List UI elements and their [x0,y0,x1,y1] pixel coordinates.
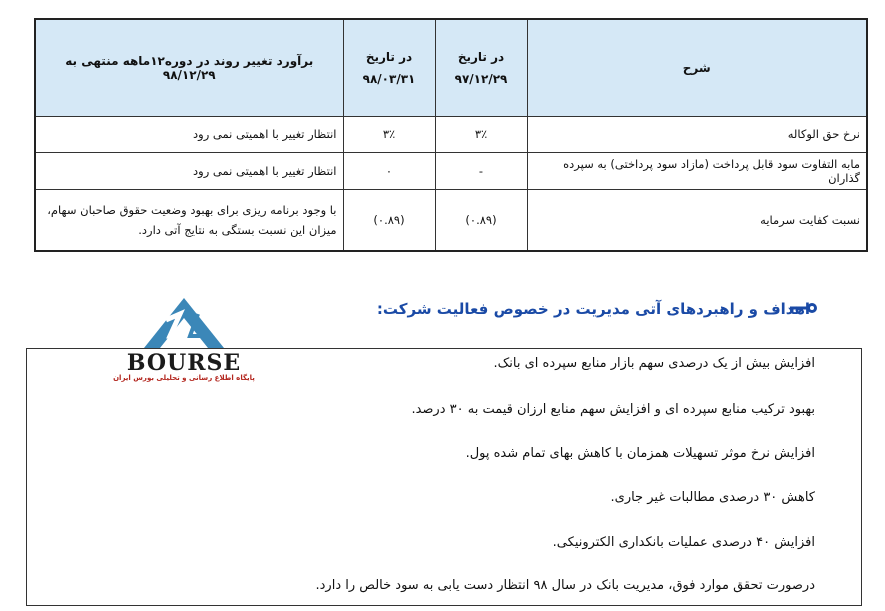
header-date-2 [343,19,435,116]
section-heading: اهداف و راهبردهای آتی مدیریت در خصوص فعالیت شرکت: [376,300,810,318]
goal-item: درصورت تحقق موارد فوق، مدیریت بانک در سال ۹۸ انتظار دست یابی به سود خالص را دارد. [315,578,815,593]
header-description: شرح [527,19,867,116]
header-date-1-label: در تاریخ [457,49,505,64]
row-value-2: ۳٪ [343,116,435,152]
header-forecast: برآورد تغییر روند در دوره۱۲ماهه منتهی به ۹۸/۱۲/۲۹ [35,19,343,116]
table-row [35,116,867,152]
row-forecast [35,189,343,251]
logo-triangle-icon [106,290,262,350]
row-value-2: (۰.۸۹) [343,189,435,251]
row-value-1: ۳٪ [435,116,527,152]
goal-item: افزایش ۴۰ درصدی عملیات بانکداری الکترونیکی. [552,535,815,550]
row-value-2: ۰ [343,153,435,189]
row-value-1: (۰.۸۹) [435,189,527,251]
header-date-2-value: ۹۸/۰۳/۳۱ [362,71,416,86]
row-forecast-line-1: با وجود برنامه ریزی برای بهبود وضعیت حقوق صاحبان سهام، [47,202,337,217]
table-row [35,153,867,189]
logo-subtitle: پایگاه اطلاع رسانی و تحلیلی بورس ایران [113,374,255,382]
row-description: مابه التفاوت سود قابل پرداخت (مازاد سود پرداختی) به سپرده گذاران [527,153,867,189]
row-value-1: - [435,153,527,189]
table-header-row [35,19,867,116]
header-date-1-value: ۹۷/۱۲/۲۹ [454,71,508,86]
header-date-1 [435,19,527,116]
goal-item: بهبود ترکیب منابع سپرده ای و افزایش سهم منابع ارزان قیمت به ۳۰ درصد. [411,402,815,417]
row-description: نسبت کفایت سرمایه [527,189,867,251]
goal-item: افزایش نرخ موثر تسهیلات همزمان با کاهش بهای تمام شده پول. [465,446,815,461]
goals-box [26,348,862,606]
goal-item: کاهش ۳۰ درصدی مطالبات غیر جاری. [610,490,815,505]
row-forecast: انتظار تغییر با اهمیتی نمی رود [35,116,343,152]
goal-item: افزایش بیش از یک درصدی سهم بازار منابع سپرده ای بانک. [493,356,815,371]
table-row [35,189,867,251]
row-description: نرخ حق الوکاله [527,116,867,152]
logo-word: BOURSE [126,350,242,376]
row-forecast: انتظار تغییر با اهمیتی نمی رود [35,153,343,189]
header-date-2-label: در تاریخ [365,49,413,64]
row-forecast-line-2: میزان این نسبت بستگی به نتایج آتی دارد. [138,222,337,237]
forecast-table [34,18,868,252]
